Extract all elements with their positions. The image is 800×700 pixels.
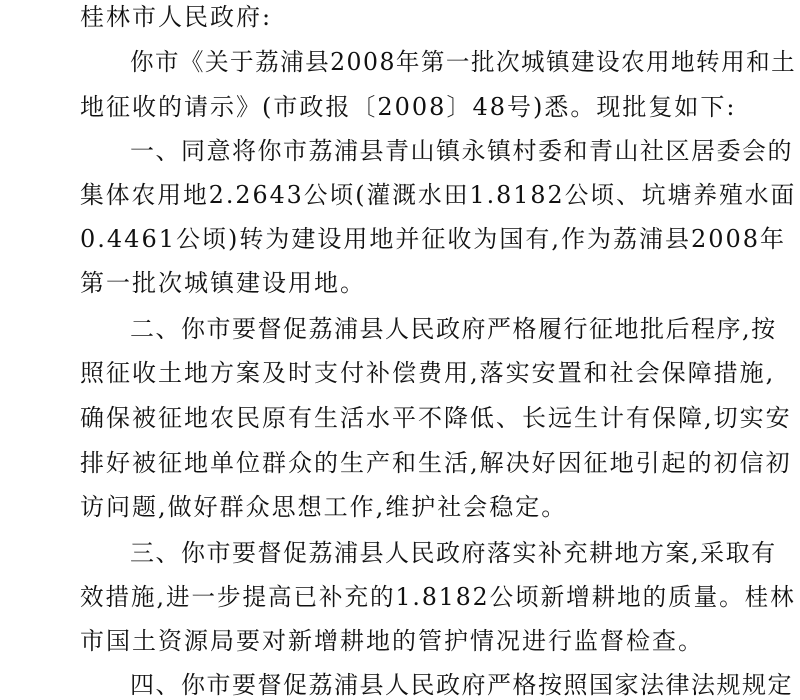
paragraph-1-line: 第一批次城镇建设用地。 xyxy=(80,269,366,297)
paragraph-2-line: 访问题,做好群众思想工作,维护社会稳定。 xyxy=(80,493,568,521)
paragraph-2-line: 照征收土地方案及时支付补偿费用,落实安置和社会保障措施, xyxy=(80,359,776,387)
paragraph-2-line: 二、你市要督促荔浦县人民政府严格履行征地批后程序,按 xyxy=(130,315,777,343)
paragraph-1-line: 集体农用地2.2643公顷(灌溉水田1.8182公顷、坑塘养殖水面 xyxy=(80,181,797,209)
paragraph-2-line: 确保被征地农民原有生活水平不降低、长远生计有保障,切实安 xyxy=(80,404,792,432)
paragraph-1-line: 0.4461公顷)转为建设用地并征收为国有,作为荔浦县2008年 xyxy=(80,225,787,253)
addressee: 桂林市人民政府: xyxy=(80,3,273,31)
paragraph-2-line: 排好被征地单位群众的生产和生活,解决好因征地引起的初信初 xyxy=(80,449,792,477)
paragraph-3-line: 三、你市要督促荔浦县人民政府落实补充耕地方案,采取有 xyxy=(130,539,777,567)
intro-line: 地征收的请示》(市政报〔2008〕48号)悉。现批复如下: xyxy=(80,93,737,121)
paragraph-4-line: 四、你市要督促荔浦县人民政府严格按照国家法律法规规定 xyxy=(130,671,793,699)
paragraph-3-line: 效措施,进一步提高已补充的1.8182公顷新增耕地的质量。桂林 xyxy=(80,583,796,611)
paragraph-1-line: 一、同意将你市荔浦县青山镇永镇村委和青山社区居委会的 xyxy=(130,137,793,165)
intro-line: 你市《关于荔浦县2008年第一批次城镇建设农用地转用和土 xyxy=(130,48,797,76)
paragraph-3-line: 市国土资源局要对新增耕地的管护情况进行监督检查。 xyxy=(80,627,704,655)
